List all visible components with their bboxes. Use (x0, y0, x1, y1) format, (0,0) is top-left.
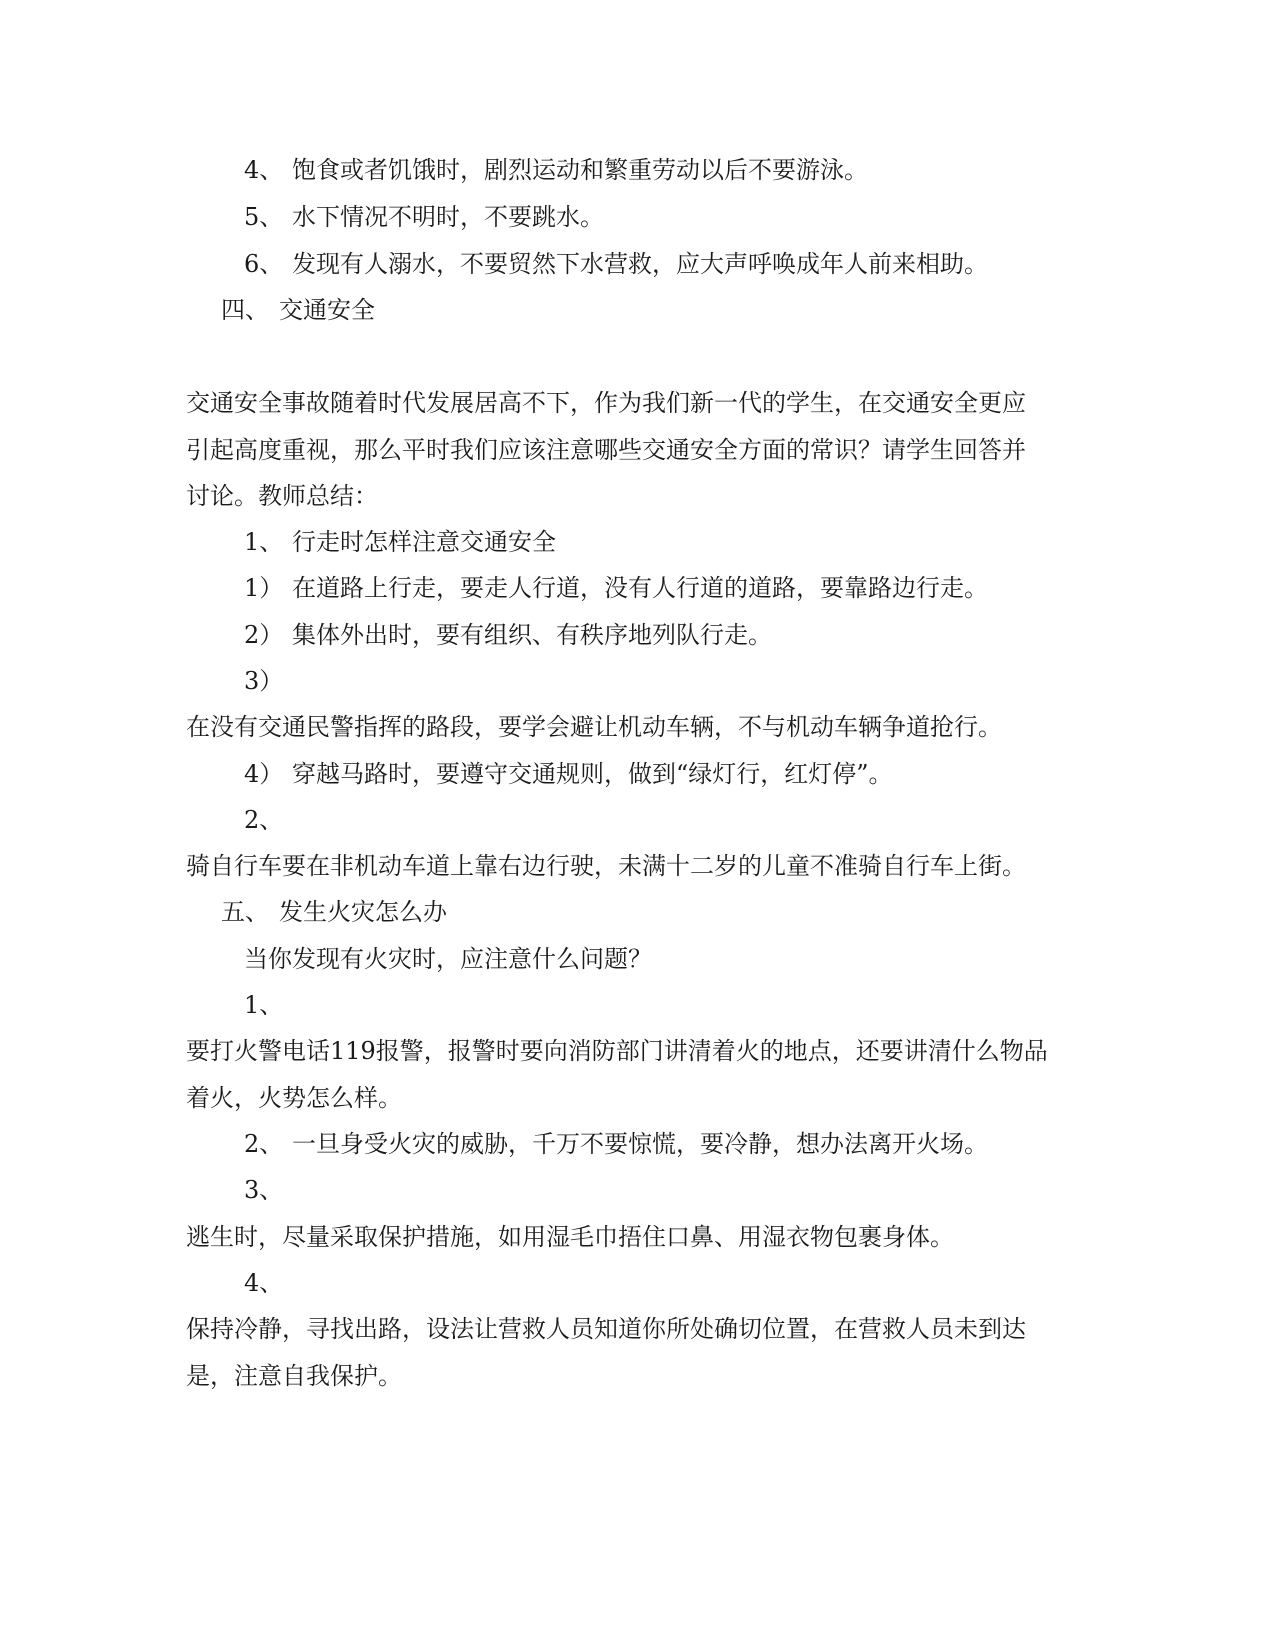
list-item (244, 987, 292, 1023)
list-number: 6、 (244, 250, 284, 278)
list-number: 1） (244, 574, 284, 602)
list-number: 1、 (244, 528, 284, 556)
paragraph-line: 要打火警电话119报警，报警时要向消防部门讲清着火的地点，还要讲清什么物品 (186, 1037, 1048, 1065)
paragraph-line: 讨论。教师总结： (186, 482, 378, 510)
paragraph-line: 骑自行车要在非机动车道上靠右边行驶，未满十二岁的儿童不准骑自行车上街。 (186, 852, 1026, 880)
paragraph-line: 当你发现有火灾时，应注意什么问题？ (244, 945, 652, 973)
list-item (244, 152, 868, 188)
section-title: 发生火灾怎么办 (279, 898, 447, 926)
list-text: 饱食或者饥饿时，剧烈运动和繁重劳动以后不要游泳。 (292, 156, 868, 184)
list-number: 3、 (244, 1176, 284, 1204)
list-item (244, 246, 988, 282)
list-number: 2、 (244, 1130, 284, 1158)
paragraph-line: 引起高度重视，那么平时我们应该注意哪些交通安全方面的常识？请学生回答并 (186, 436, 1026, 464)
paragraph-line: 交通安全事故随着时代发展居高不下，作为我们新一代的学生，在交通安全更应 (186, 389, 1026, 417)
list-item (244, 802, 292, 838)
paragraph-line: 逃生时，尽量采取保护措施，如用湿毛巾捂住口鼻、用湿衣物包裹身体。 (186, 1223, 954, 1251)
list-item (244, 524, 556, 560)
list-item (244, 1265, 292, 1301)
section-heading (221, 292, 375, 328)
section-heading (221, 894, 447, 930)
section-number: 五、 (221, 898, 269, 926)
list-number: 4） (244, 760, 284, 788)
list-number: 4、 (244, 156, 284, 184)
section-number: 四、 (221, 296, 269, 324)
list-text: 发现有人溺水，不要贸然下水营救，应大声呼唤成年人前来相助。 (292, 250, 988, 278)
list-number: 5、 (244, 203, 284, 231)
list-text: 行走时怎样注意交通安全 (292, 528, 556, 556)
list-item (244, 1172, 292, 1208)
list-item (244, 617, 772, 653)
list-text: 水下情况不明时，不要跳水。 (292, 203, 604, 231)
list-text: 穿越马路时，要遵守交通规则，做到“绿灯行，红灯停”。 (292, 760, 893, 788)
list-text: 一旦身受火灾的威胁，千万不要惊慌，要冷静，想办法离开火场。 (292, 1130, 988, 1158)
list-number: 2） (244, 621, 284, 649)
list-number: 4、 (244, 1269, 284, 1297)
list-item (244, 663, 292, 699)
list-text: 集体外出时，要有组织、有秩序地列队行走。 (292, 621, 772, 649)
list-item (244, 756, 893, 792)
paragraph-line: 着火，火势怎么样。 (186, 1084, 402, 1112)
section-title: 交通安全 (279, 296, 375, 324)
list-item (244, 1126, 988, 1162)
paragraph-line: 保持冷静，寻找出路，设法让营救人员知道你所处确切位置，在营救人员未到达 (186, 1315, 1026, 1343)
list-item (244, 199, 604, 235)
list-number: 3） (244, 667, 284, 695)
list-number: 1、 (244, 991, 284, 1019)
list-item (244, 570, 988, 606)
list-number: 2、 (244, 806, 284, 834)
list-text: 在道路上行走，要走人行道，没有人行道的道路，要靠路边行走。 (292, 574, 988, 602)
paragraph-line: 是，注意自我保护。 (186, 1362, 402, 1390)
paragraph-line: 在没有交通民警指挥的路段，要学会避让机动车辆，不与机动车辆争道抢行。 (186, 713, 1002, 741)
